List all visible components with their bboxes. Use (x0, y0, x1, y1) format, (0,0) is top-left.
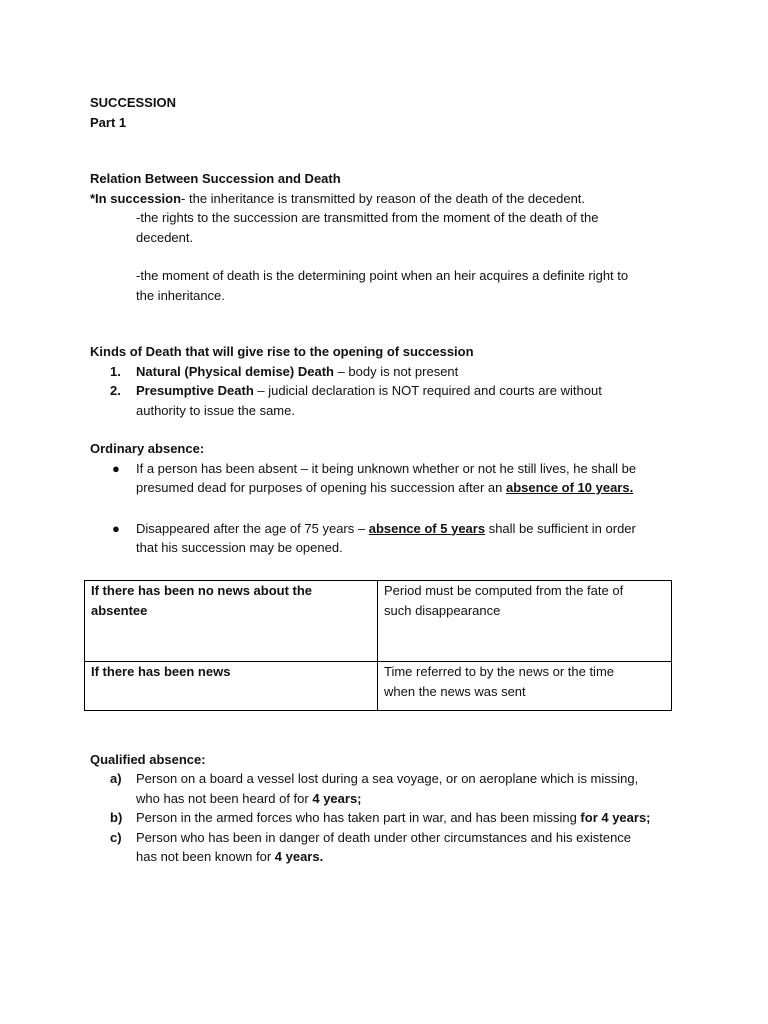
list-item (90, 362, 680, 382)
relation-intro-bold: *In succession (90, 190, 182, 206)
document-title: SUCCESSION (90, 95, 176, 110)
table-cell: If there has been news (85, 661, 378, 710)
list-item: b) Person in the armed forces who has taken part in war, and has been missing for 4 years; (90, 808, 680, 828)
ordinary-item1-emphasis: absence of 10 years. (506, 480, 634, 495)
list-marker: a) (110, 771, 122, 786)
kind-title: Presumptive Death (136, 383, 254, 398)
relation-intro-text: - the inheritance is transmitted by reason of the death of the decedent. (181, 190, 586, 206)
list-item: a) Person on a board a vessel lost during a sea voyage, or on aeroplane which is missing, who has not been heard of for 4 years; (110, 771, 639, 806)
kind-description-cont: authority to issue the same. (136, 402, 295, 418)
ordinary-item1-line1: If a person has been absent – it being unknown whether or not he still lives, he shall be (136, 460, 637, 476)
document-page (90, 93, 680, 867)
list-marker: 1. (110, 363, 121, 379)
relation-point2-line1: -the moment of death is the determining point when an heir acquires a definite right to (136, 268, 629, 283)
bullet-icon: ● (112, 460, 120, 476)
table-cell: Period must be computed from the fate of such disappearance (378, 580, 672, 661)
qualified-list (90, 769, 680, 867)
table-cell: Time referred to by the news or the time when the news was sent (378, 661, 672, 710)
absence-table (84, 580, 672, 711)
kinds-heading: Kinds of Death that will give rise to the opening of succession (90, 344, 474, 359)
kind-title: Natural (Physical demise) Death (136, 363, 334, 379)
kind-description: – body is not present (333, 363, 459, 379)
ordinary-list (90, 459, 680, 558)
relation-point1-line2: decedent. (136, 229, 194, 245)
bullet-icon: ● (112, 520, 120, 536)
list-marker: 2. (110, 383, 121, 398)
relation-intro (90, 189, 680, 209)
ordinary-heading: Ordinary absence: (90, 441, 205, 456)
ordinary-item2-line2: that his succession may be opened. (136, 540, 343, 555)
kind-description: – judicial declaration is NOT required and courts are without (253, 383, 602, 398)
table-cell: If there has been no news about the absentee (85, 580, 378, 661)
document-part: Part 1 (90, 114, 127, 130)
relation-point2-line2: the inheritance. (136, 287, 225, 303)
list-item: ● Disappeared after the age of 75 years – absence of 5 years shall be sufficient in order that his succession may be opened. (90, 519, 680, 558)
list-item (90, 459, 680, 498)
list-item: c) Person who has been in danger of death under other circumstances and his existence has not been known for 4 years. (110, 829, 632, 864)
qualified-heading: Qualified absence: (90, 751, 206, 767)
table-row (85, 580, 672, 661)
relation-point1-line1: -the rights to the succession are transmitted from the moment of the death of the (136, 210, 599, 225)
ordinary-item2-emphasis: absence of 5 years (368, 520, 486, 536)
relation-heading: Relation Between Succession and Death (90, 171, 341, 186)
list-marker: b) (110, 810, 123, 825)
ordinary-item1-line2: presumed dead for purposes of opening his succession after an (136, 480, 507, 495)
list-item (90, 381, 680, 420)
table-row (85, 661, 672, 710)
kinds-list (90, 362, 680, 421)
ordinary-item2-line1: Disappeared after the age of 75 years – (136, 520, 369, 536)
list-marker: c) (110, 829, 122, 845)
